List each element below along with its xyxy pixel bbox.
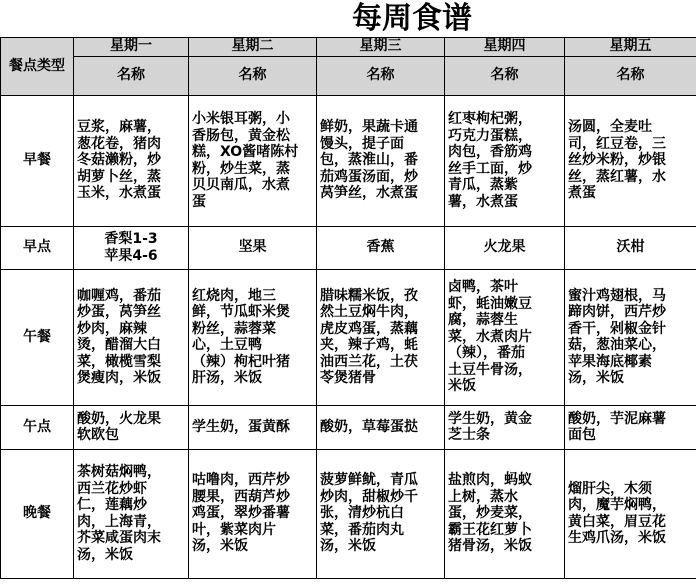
menu-cell [189, 269, 317, 405]
menu-cell-text: 小米银耳粥，小 香肠包，黄金松 糕，XO酱啫陈村 粉，炒生菜，蒸 贝贝南瓜，水煮 蛋 [192, 111, 299, 210]
menu-cell [445, 226, 565, 269]
menu-cell [565, 226, 696, 269]
meal-type-header: 餐点类型 [1, 37, 74, 95]
day-header-row [1, 37, 696, 56]
menu-cell-text: 菠萝鲜鱿，青瓜 炒肉，甜椒炒千 张，清炒杭白 菜，番茄肉丸 汤，米饭 [320, 472, 418, 555]
menu-cell-text: 汤圆，全麦吐 司，红豆卷，三 丝炒米粉，炒银 丝，蒸红薯，水 煮蛋 [568, 119, 666, 202]
meal-label-dinner: 晚餐 [1, 449, 74, 578]
menu-cell-text: 火龙果 [483, 239, 526, 256]
menu-cell-text: 学生奶，蛋黄酥 [192, 418, 290, 435]
menu-cell-text: 坚果 [238, 239, 267, 256]
menu-cell [74, 269, 189, 405]
menu-cell [565, 95, 696, 226]
menu-cell [189, 405, 317, 449]
day-header-thu: 星期四 [445, 37, 565, 56]
menu-cell-text: 咖喱鸡，番茄 炒蛋，莴笋丝 炒肉，麻辣 烫，醋溜大白 菜，橄榄雪梨 煲瘦肉，米饭 [77, 287, 161, 386]
menu-cell-text: 腊味糯米饭，孜 然土豆焖牛肉， 虎皮鸡蛋，蒸藕 夹，辣子鸡，蚝 油西兰花，土茯 苓煲猪骨 [320, 287, 418, 386]
name-header-tue: 名称 [189, 56, 317, 95]
name-header-wed: 名称 [317, 56, 445, 95]
menu-cell [317, 405, 445, 449]
lunch-row [1, 269, 696, 405]
menu-cell [565, 269, 696, 405]
day-header-tue: 星期二 [189, 37, 317, 56]
meal-label-morning-snack: 早点 [1, 226, 74, 269]
day-header-wed: 星期三 [317, 37, 445, 56]
menu-cell-text: 熘肝尖，木须 肉，魔芋焖鸭， 黄白菜，眉豆花 生鸡爪汤，米饭 [568, 480, 666, 546]
menu-cell-text: 鲜奶，果蔬卡通 馒头，提子面 包，蒸淮山，番 茄鸡蛋汤面，炒 莴笋丝，水煮蛋 [320, 119, 418, 202]
menu-cell-text: 红枣枸杞粥， 巧克力蛋糕， 肉包，香筋鸡 丝手工面，炒 青瓜，蒸紫 薯，水煮蛋 [448, 111, 532, 210]
menu-cell [74, 449, 189, 578]
meal-label-breakfast: 早餐 [1, 95, 74, 226]
day-header-mon: 星期一 [74, 37, 189, 56]
menu-cell [74, 405, 189, 449]
name-header-row [1, 56, 696, 95]
breakfast-row [1, 95, 696, 226]
menu-cell [189, 449, 317, 578]
name-header-mon: 名称 [74, 56, 189, 95]
name-header-thu: 名称 [445, 56, 565, 95]
menu-cell [445, 405, 565, 449]
corner-blank [1, 0, 74, 37]
afternoon-snack-row [1, 405, 696, 449]
menu-cell-text: 香梨1-3 苹果4-6 [104, 231, 158, 264]
menu-cell [565, 405, 696, 449]
menu-cell [317, 449, 445, 578]
menu-cell-text: 香蕉 [366, 239, 395, 256]
title-row [1, 0, 696, 37]
menu-cell [445, 269, 565, 405]
meal-label-lunch: 午餐 [1, 269, 74, 405]
menu-cell-text: 沃柑 [616, 239, 645, 256]
menu-cell [445, 449, 565, 578]
menu-cell [189, 95, 317, 226]
morning-snack-row [1, 226, 696, 269]
menu-cell-text: 红烧肉，地三 鲜，节瓜虾米煲 粉丝，蒜蓉菜 心，土豆鸭 （辣）枸杞叶猪 肝汤，米饭 [192, 287, 290, 386]
menu-cell [317, 226, 445, 269]
menu-cell-text: 卤鸭，茶叶 虾，蚝油嫩豆 腐，蒜蓉生 菜，水煮肉片 （辣），番茄 土豆牛骨汤， 米饭 [448, 279, 532, 395]
menu-cell-text: 学生奶，黄金 芝士条 [448, 410, 532, 443]
dinner-row [1, 449, 696, 578]
page-title: 每周食谱 [352, 1, 472, 36]
menu-cell-text: 酸奶，芋泥麻薯 面包 [568, 410, 666, 443]
name-header-fri: 名称 [565, 56, 696, 95]
menu-cell-text: 酸奶，火龙果 软欧包 [77, 410, 161, 443]
menu-cell [74, 226, 189, 269]
menu-cell-text: 盐煎肉，蚂蚁 上树，蒸水 蛋，炒麦菜， 霸王花红萝卜 猪骨汤，米饭 [448, 472, 532, 555]
menu-cell [189, 226, 317, 269]
menu-cell [317, 269, 445, 405]
menu-cell-text: 豆浆，麻薯， 葱花卷，猪肉 冬菇濑粉，炒 胡萝卜丝，蒸 玉米，水煮蛋 [77, 119, 161, 202]
menu-cell [565, 449, 696, 578]
menu-cell-text: 蜜汁鸡翅根，马 蹄肉饼，西芹炒 香干，剁椒金针 菇，葱油菜心， 苹果海底椰素 汤，米饭 [568, 287, 666, 386]
day-header-fri: 星期五 [565, 37, 696, 56]
menu-cell [445, 95, 565, 226]
menu-cell-text: 咕噜肉，西芹炒 腰果，西葫芦炒 鸡蛋，翠炒番薯 叶，紫菜肉片 汤，米饭 [192, 472, 290, 555]
menu-cell [317, 95, 445, 226]
menu-cell-text: 茶树菇焖鸭， 西兰花炒虾 仁，莲藕炒 肉，上海青， 芥菜咸蛋肉末 汤，米饭 [77, 464, 161, 563]
meal-label-afternoon-snack: 午点 [1, 405, 74, 449]
menu-cell-text: 酸奶，草莓蛋挞 [320, 418, 418, 435]
menu-cell [74, 95, 189, 226]
